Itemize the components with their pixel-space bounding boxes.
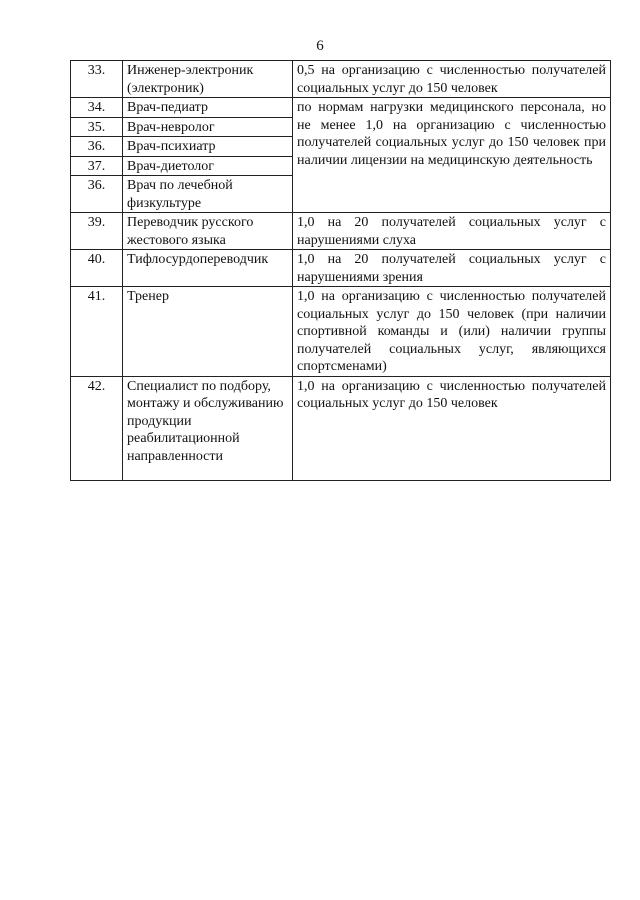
row-number: 36. xyxy=(71,137,123,157)
position-title: Тренер xyxy=(123,287,293,377)
table-row xyxy=(71,61,611,98)
row-number: 37. xyxy=(71,156,123,176)
table-row xyxy=(71,287,611,377)
staffing-norm: 0,5 на организацию с численностью получателей социальных услуг до 150 человек xyxy=(293,61,611,98)
position-title: Переводчик русского жестового языка xyxy=(123,213,293,250)
position-title: Врач по лечебной физкультуре xyxy=(123,176,293,213)
table-row xyxy=(71,250,611,287)
staffing-norm: 1,0 на организацию с численностью получателей социальных услуг до 150 человек (при наличии спортивной команды и (или) наличии группы получателей социальных услуг, являющихся спортсменами) xyxy=(293,287,611,377)
position-title: Врач-педиатр xyxy=(123,98,293,118)
position-title: Инженер-электроник (электроник) xyxy=(123,61,293,98)
row-number: 36. xyxy=(71,176,123,213)
row-number: 34. xyxy=(71,98,123,118)
row-number: 33. xyxy=(71,61,123,98)
staffing-norm: 1,0 на 20 получателей социальных услуг с нарушениями слуха xyxy=(293,213,611,250)
medical-staffing-norm: по нормам нагрузки медицинского персонала, но не менее 1,0 на организацию с численностью получателей социальных услуг до 150 человек при наличии лицензии на медицинскую деятельность xyxy=(293,98,611,213)
position-title: Врач-диетолог xyxy=(123,156,293,176)
position-title: Врач-невролог xyxy=(123,117,293,137)
row-number: 35. xyxy=(71,117,123,137)
table-row xyxy=(71,376,611,480)
staffing-norm: 1,0 на организацию с численностью получателей социальных услуг до 150 человек xyxy=(293,376,611,480)
table-row xyxy=(71,213,611,250)
page-number: 6 xyxy=(316,38,324,54)
staffing-table xyxy=(70,60,611,481)
table-row xyxy=(71,98,611,118)
row-number: 39. xyxy=(71,213,123,250)
row-number: 42. xyxy=(71,376,123,480)
staffing-norm: 1,0 на 20 получателей социальных услуг с нарушениями зрения xyxy=(293,250,611,287)
row-number: 40. xyxy=(71,250,123,287)
position-title: Тифлосурдопереводчик xyxy=(123,250,293,287)
position-title: Врач-психиатр xyxy=(123,137,293,157)
position-title: Специалист по подбору, монтажу и обслуживанию продукции реабилитационной направленности xyxy=(123,376,293,480)
row-number: 41. xyxy=(71,287,123,377)
